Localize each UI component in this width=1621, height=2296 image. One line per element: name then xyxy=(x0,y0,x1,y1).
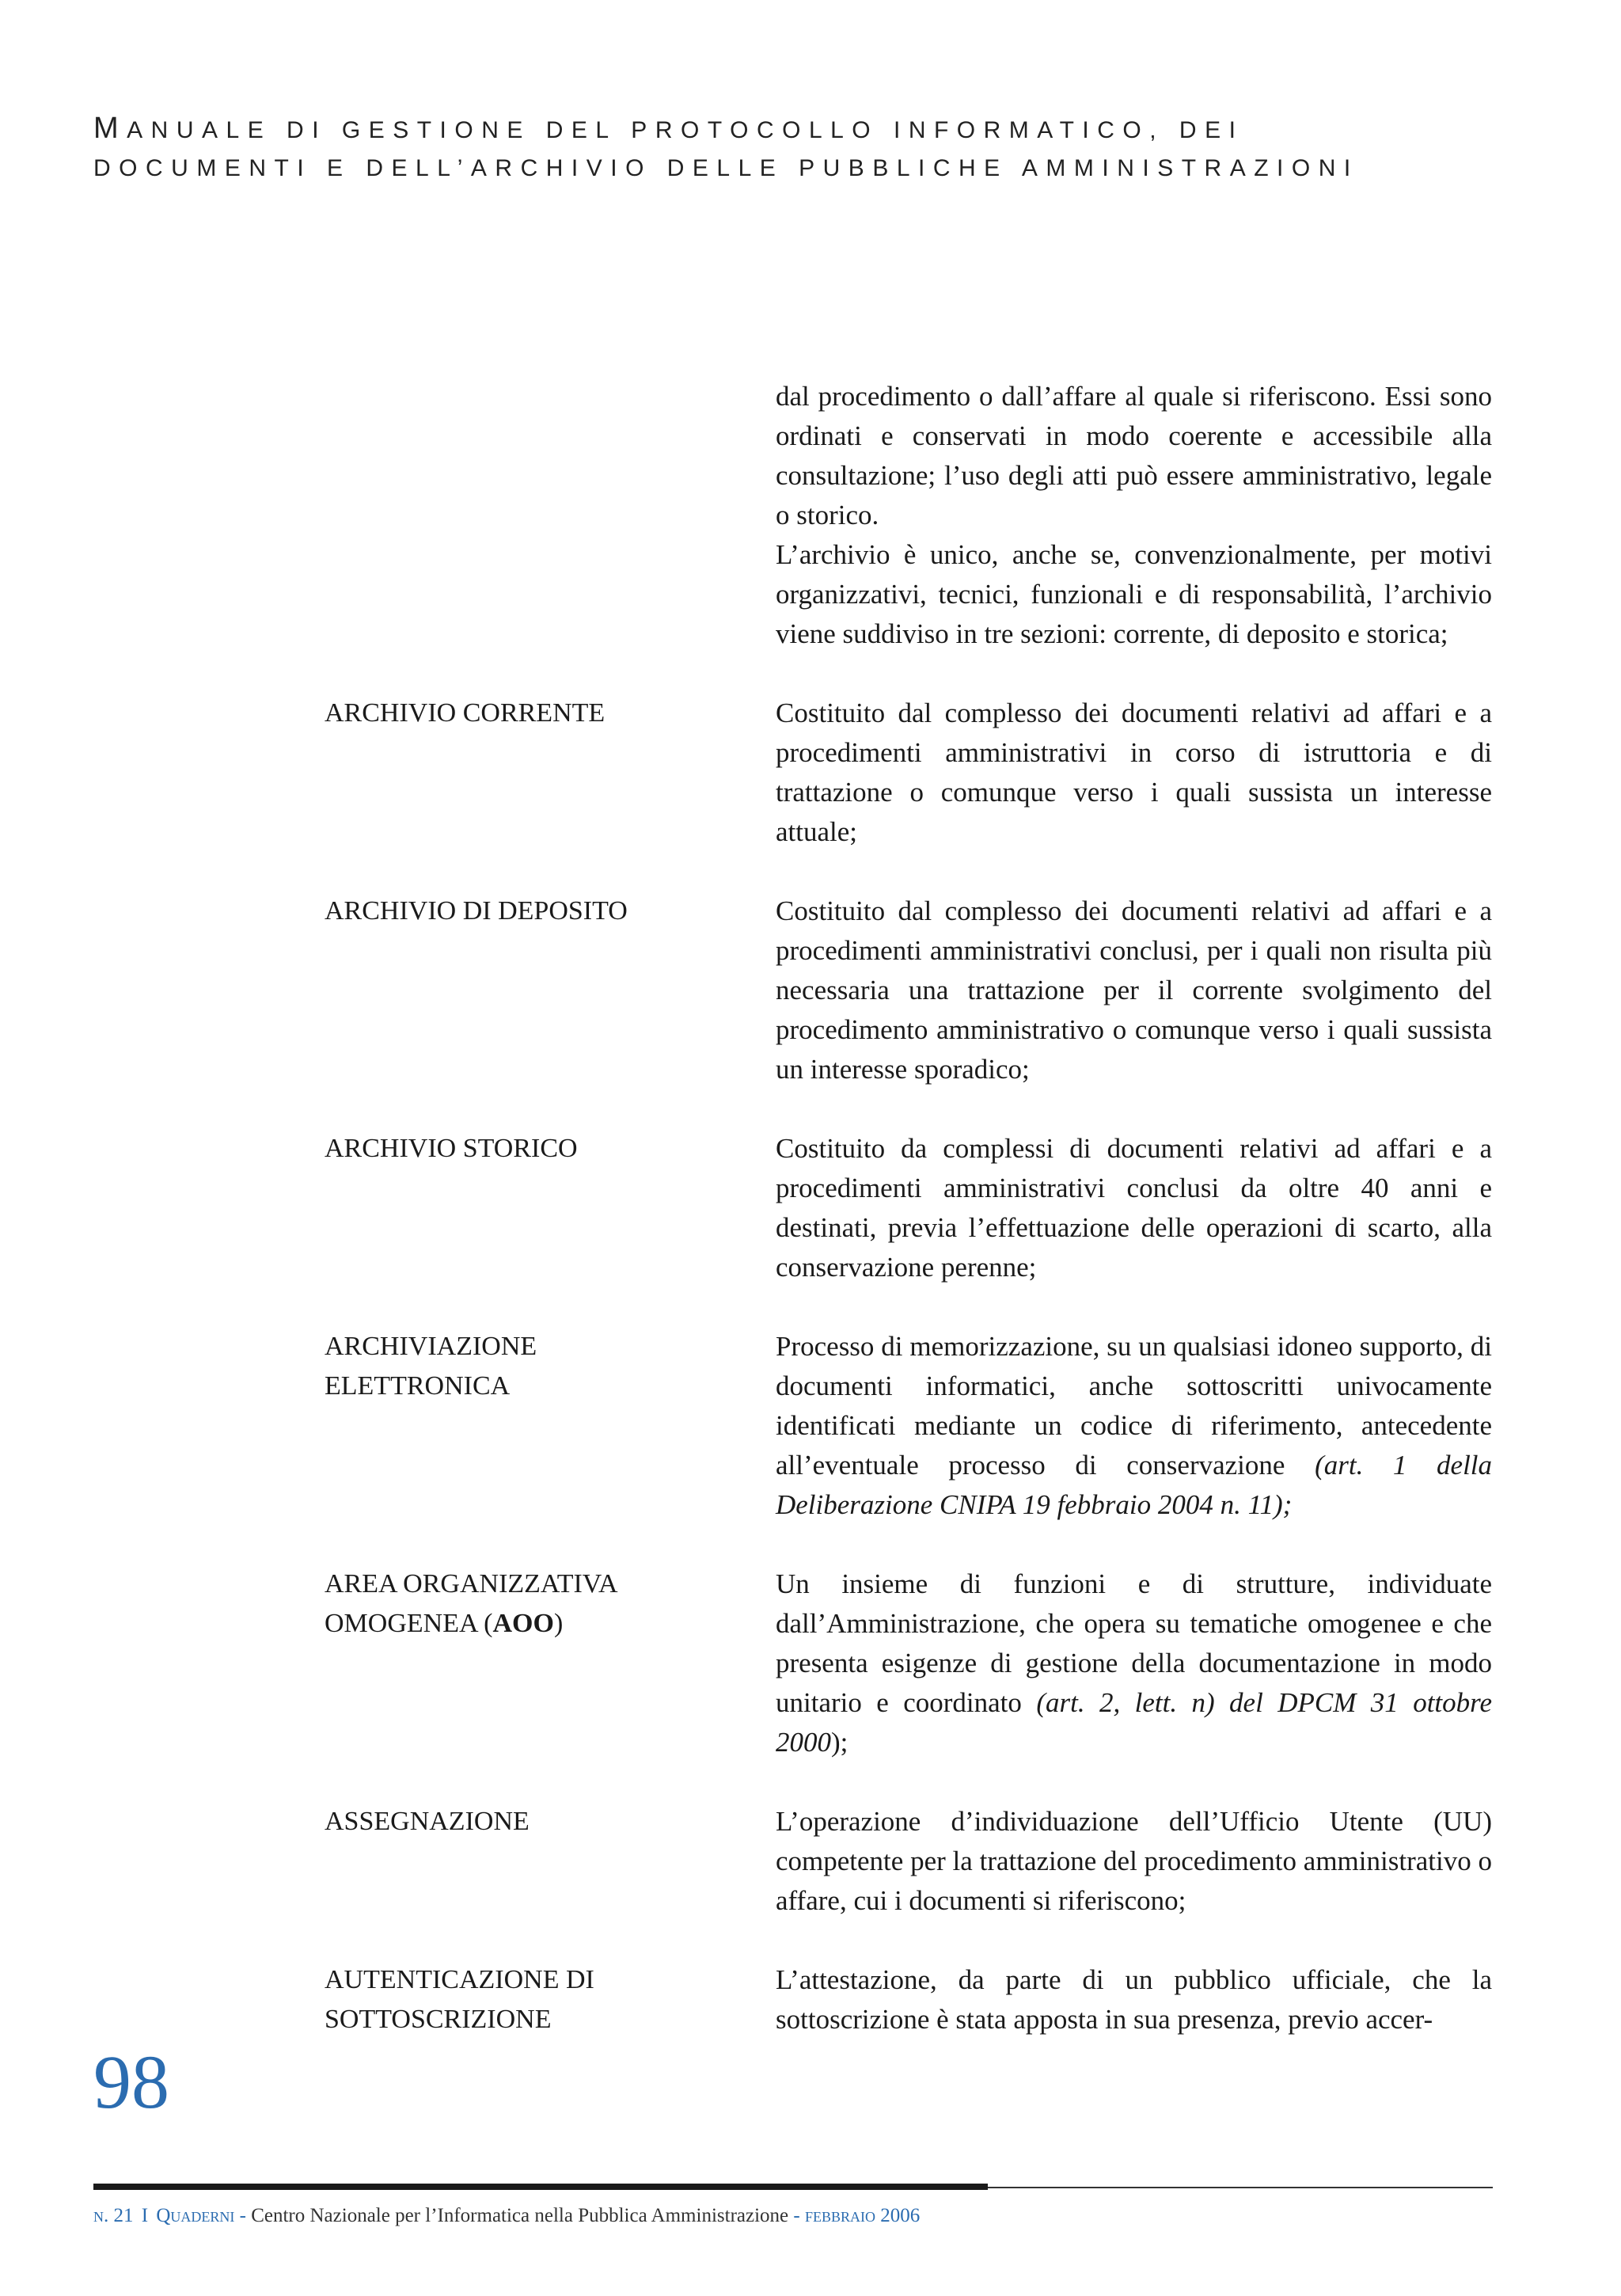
intro-paragraph: L’archivio è unico, anche se, convenzionalmente, per motivi organizzativi, tecnici, funzionali e di responsabilità, l’archivio viene suddiviso in tre sezioni: corrente, di deposito e storica; xyxy=(776,539,1492,649)
definition-text: Costituito da complessi di documenti relativi ad affari e a procedimenti amministrativi conclusi da oltre 40 anni e destinati, previa l’effettuazione delle operazioni di scarto, alla conservazione perenne; xyxy=(776,1133,1492,1283)
glossary-definition xyxy=(776,1960,1492,2039)
page-footer xyxy=(93,2203,1493,2229)
definition-citation: (art. 1 della Deliberazione CNIPA 19 febbraio 2004 n. 11); xyxy=(776,1450,1493,1520)
footer-separator: I xyxy=(141,2205,149,2226)
running-header xyxy=(93,109,1534,188)
page-number: 98 xyxy=(93,2039,169,2124)
glossary-definition xyxy=(776,1129,1492,1287)
term-line: ARCHIVIO STORICO xyxy=(325,1134,578,1163)
definition-text: L’attestazione, da parte di un pubblico ufficiale, che la sottoscrizione è stata apposta in sua presenza, previo accer- xyxy=(776,1964,1492,2035)
definition-end: ); xyxy=(831,1727,848,1758)
term-line: AREA ORGANIZZATIVA xyxy=(325,1569,618,1598)
glossary-content xyxy=(325,377,1492,2039)
glossary-term xyxy=(325,1960,776,2039)
definition-text: L’operazione d’individuazione dell’Ufficio Utente (UU) competente per la trattazione del procedimento amministrativo o affare, cui i documenti si riferiscono; xyxy=(776,1806,1492,1916)
definition-body: Un insieme di funzioni e di strutture, individuate dall’Amministrazione, che opera su tematiche omogenee e che presenta esigenze di gestione della documentazione in modo unitario e coordinato xyxy=(776,1568,1492,1718)
glossary-entry-aoo xyxy=(325,1564,1492,1762)
footer-rule xyxy=(93,2187,1493,2188)
term-line: ELETTRONICA xyxy=(325,1371,511,1401)
glossary-definition xyxy=(776,694,1492,852)
glossary-definition xyxy=(776,891,1492,1089)
definition-text: Costituito dal complesso dei documenti relativi ad affari e a procedimenti amministrativi conclusi, per i quali non risulta più necessaria una trattazione per il corrente svolgimento del procedimento amministrativo o comunque verso i quali sussista un interesse sporadico; xyxy=(776,895,1492,1085)
term-text: OMOGENEA ( xyxy=(325,1609,493,1638)
term-text: ) xyxy=(553,1609,564,1638)
definition-body: Processo di memorizzazione, su un qualsiasi idoneo supporto, di documenti informatici, anche sottoscritti univocamente identificati mediante un codice di riferimento, antecedente all’eventuale processo di conservazione xyxy=(776,1331,1492,1481)
running-header-line-1: MANUALE DI GESTIONE DEL PROTOCOLLO INFORMATICO, DEI xyxy=(93,112,1244,145)
glossary-definition xyxy=(776,1802,1492,1921)
term-line: ARCHIVIO CORRENTE xyxy=(325,698,606,728)
running-header-line-2: DOCUMENTI E DELL’ARCHIVIO DELLE PUBBLICHE AMMINISTRAZIONI xyxy=(93,155,1359,181)
definition-text xyxy=(776,1327,1492,1525)
glossary-term xyxy=(325,1564,776,1762)
term-line xyxy=(325,1604,776,1644)
term-line: ARCHIVIO DI DEPOSITO xyxy=(325,896,628,926)
term-line: SOTTOSCRIZIONE xyxy=(325,2005,552,2034)
footer-dash: - xyxy=(234,2205,252,2226)
footer-date: febbraio 2006 xyxy=(804,2205,921,2226)
glossary-definition xyxy=(776,1327,1492,1525)
footer-publisher: Centro Nazionale per l’Informatica nella Pubblica Amministrazione xyxy=(251,2205,789,2226)
glossary-entry-archivio-storico xyxy=(325,1129,1492,1287)
glossary-term xyxy=(325,694,776,852)
glossary-entry-archivio-corrente xyxy=(325,694,1492,852)
intro-continuation xyxy=(776,377,1492,654)
footer-rule-thick xyxy=(93,2184,988,2190)
footer-issue: n. 21 xyxy=(93,2205,134,2226)
definition-citation: (art. 2, lett. n) del DPCM 31 ottobre 2000 xyxy=(776,1687,1492,1758)
glossary-term xyxy=(325,1327,776,1525)
definition-text: Costituito dal complesso dei documenti relativi ad affari e a procedimenti amministrativi in corso di istruttoria e di trattazione o comunque verso i quali sussista un interesse attuale; xyxy=(776,698,1492,847)
definition-text xyxy=(776,1564,1492,1762)
term-line: ARCHIVIAZIONE xyxy=(325,1332,537,1361)
intro-paragraph: dal procedimento o dall’affare al quale si riferiscono. Essi sono ordinati e conservati in modo coerente e accessibile alla consultazione; l’uso degli atti può essere amministrativo, legale o storico. xyxy=(776,381,1492,530)
footer-dash: - xyxy=(788,2205,805,2226)
glossary-entry-assegnazione xyxy=(325,1802,1492,1921)
glossary-entry-archiviazione-elettronica xyxy=(325,1327,1492,1525)
glossary-entry-autenticazione xyxy=(325,1960,1492,2039)
term-line: ASSEGNAZIONE xyxy=(325,1807,530,1836)
term-line: AUTENTICAZIONE DI xyxy=(325,1965,594,1994)
glossary-term xyxy=(325,1129,776,1287)
term-acronym: AOO xyxy=(492,1609,554,1638)
glossary-term xyxy=(325,1802,776,1921)
glossary-term xyxy=(325,891,776,1089)
glossary-entry-archivio-di-deposito xyxy=(325,891,1492,1089)
glossary-definition xyxy=(776,1564,1492,1762)
footer-series: Quaderni xyxy=(156,2205,235,2226)
